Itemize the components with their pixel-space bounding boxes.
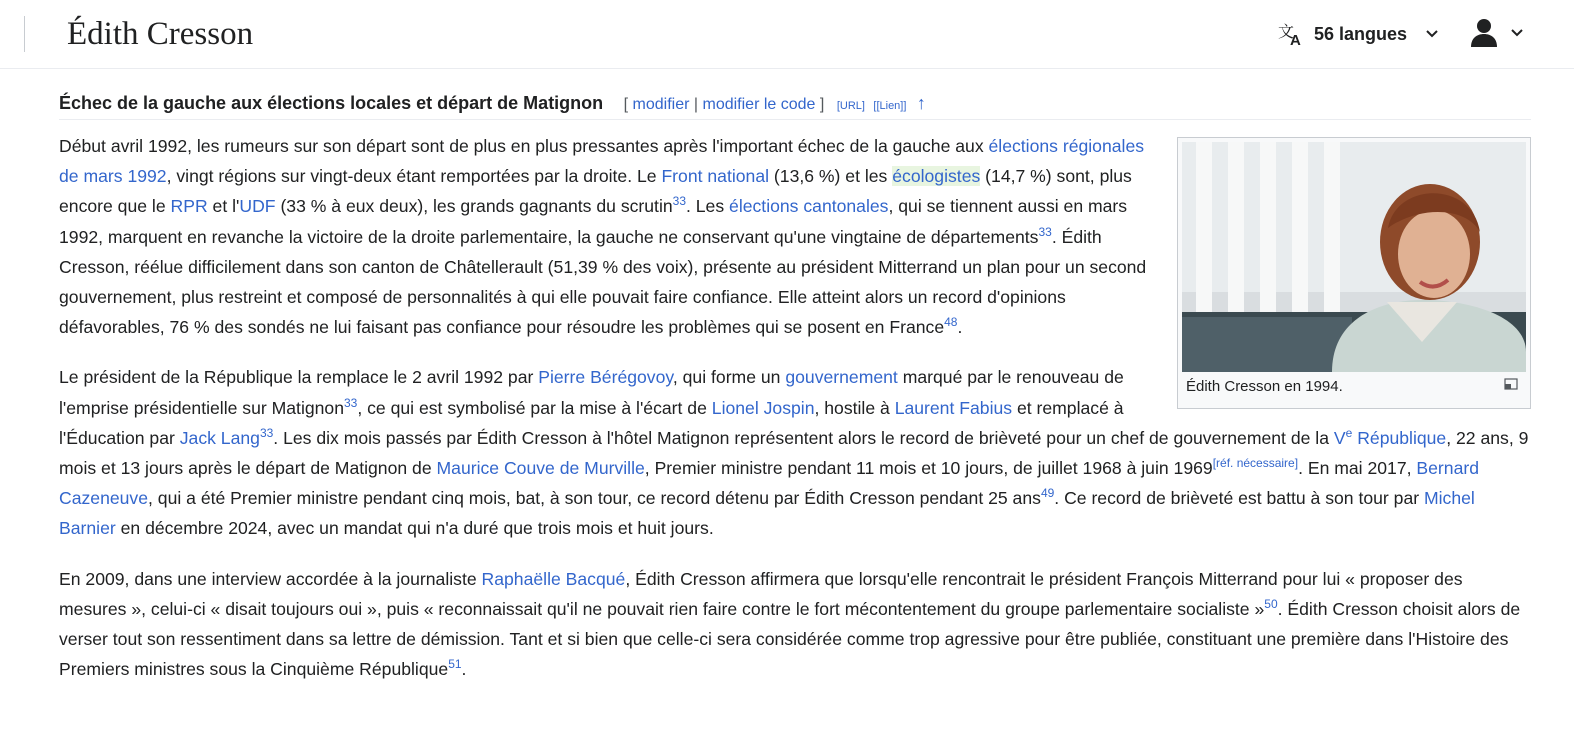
user-menu-button[interactable] [1470, 18, 1524, 48]
translate-icon [1278, 22, 1306, 46]
svg-text:A: A [1290, 32, 1301, 46]
paragraph-2: Le président de la République la remplace le 2 avril 1992 par Pierre Bérégovoy, qui forme un gouvernement marqué par le renouveau de l'emprise présidentielle sur Matignon$^{33}$, ce qui est symbolisé par la mise à l'écart de Lionel Jospin, hostile à Laurent Fabius et remplacé à l'Éducation par Jack Lang$^{33}$. Les dix mois passés par Édith Cresson à l'hôtel Matignon représentent alors le record de brièveté pour un chef de gouvernement de la Ve République, 22 ans, 9 mois et 13 jours après le départ de Matignon de Maurice Couve de Murville, Premier ministre pendant 11 mois et 10 jours, de juillet 1968 à juin 1969[réf. nécessaire]. En mai 2017, Bernard Cazeneuve, qui a été Premier ministre pendant cinq mois, bat, à son tour, ce record détenu par Édith Cresson pendant 25 ans$^{49}$. Ce record de brièveté est battu à son tour par Michel Barnier en décembre 2024, avec un mandat qui n'a duré que trois mois et huit jours. [59, 367, 1529, 539]
ref-link[interactable]: 33 [1038, 224, 1052, 239]
language-button[interactable] [1278, 20, 1439, 48]
link-laurent-fabius[interactable]: Laurent Fabius [894, 397, 1013, 418]
ref-needed-link[interactable]: [réf. nécessaire] [1212, 456, 1299, 471]
section-heading: Échec de la gauche aux élections locales et départ de Matignon [59, 93, 604, 113]
ref-link[interactable]: 33 [344, 395, 358, 410]
paragraph-3: En 2009, dans une interview accordée à la journaliste Raphaëlle Bacqué, Édith Cresson affirmera que lorsqu'elle rencontrait le président François Mitterrand pour lui « proposer des mesures », celui-ci « disait toujours oui », puis « reconnaissait qu'il ne pouvait rien faire contre le fort mécontentement du groupe parlementaire socialiste »$^{50}$. Édith Cresson choisit alors de verser tout son ressentiment dans sa lettre de démission. Tant et si bien que celle-ci sera considérée comme trop agressive pour être publiée, constituant une première dans l'Histoire des Premiers ministres sous la Cinquième République$^{51}$. [59, 568, 1521, 680]
edit-separator: | [693, 96, 699, 113]
link-lionel-jospin[interactable]: Lionel Jospin [711, 397, 815, 418]
lien-link[interactable]: [[Lien]] [873, 100, 907, 112]
link-gouvernement[interactable]: gouvernement [785, 367, 898, 388]
svg-text:文: 文 [1278, 24, 1295, 41]
ref-link[interactable]: 49 [1040, 486, 1055, 501]
ref-link[interactable]: 33 [672, 194, 686, 209]
header-divider [24, 16, 25, 52]
edit-links [624, 96, 825, 113]
edit-link[interactable]: modifier [632, 96, 690, 113]
bracket-open: [ [623, 96, 629, 113]
chevron-down-icon [1425, 27, 1439, 41]
link-front-national[interactable]: Front national [661, 166, 770, 187]
link-pierre-beregovoy[interactable]: Pierre Bérégovoy [538, 367, 673, 388]
page-title: Édith Cresson [67, 16, 254, 52]
url-link[interactable]: [URL] [836, 100, 865, 112]
languages-label: 56 langues [1314, 23, 1408, 44]
portrait-photo[interactable] [1182, 142, 1526, 372]
ref-link[interactable]: 51 [448, 657, 462, 672]
link-rpr[interactable]: RPR [170, 196, 208, 217]
link-udf[interactable]: UDF [239, 196, 276, 217]
enlarge-icon[interactable] [1504, 378, 1518, 390]
up-arrow-icon[interactable]: ↑ [916, 93, 926, 113]
edit-source-link[interactable]: modifier le code [702, 96, 816, 113]
paragraph-1: Début avril 1992, les rumeurs sur son départ sont de plus en plus pressantes après l'important échec de la gauche aux élections régionales de mars 1992, vingt régions sur vingt-deux étant remportées par la droite. Le Front national (13,6 %) et les écologistes (14,7 %) sont, plus encore que le RPR et l'UDF (33 % à eux deux), les grands gagnants du scrutin$^{33}$. Les élections cantonales, qui se tiennent aussi en mars 1992, marquent en revanche la victoire de la droite parlementaire, la gauche ne conservant qu'une vingtaine de départements$^{33}$. Édith Cresson, réélue difficilement dans son canton de Châtellerault (51,39 % des voix), présente au président Mitterrand un plan pour un second gouvernement, plus restreint et composé de personnalités à qui elle pouvait faire confiance. Elle atteint alors un record d'opinions défavorables, 76 % des sondés ne lui faisant pas confiance pour résoudre les problèmes qui se posent en France$^{48}$. [59, 136, 1147, 338]
ref-link[interactable]: 50 [1264, 596, 1278, 611]
section-heading-bar [59, 88, 1531, 120]
link-bernard-cazeneuve[interactable]: Bernard Cazeneuve [59, 458, 1479, 509]
link-raphaelle-bacque[interactable]: Raphaëlle Bacqué [481, 568, 626, 589]
link-couve-de-murville[interactable]: Maurice Couve de Murville [436, 458, 645, 479]
chevron-down-icon [1510, 26, 1524, 40]
figure-thumbnail [1177, 137, 1531, 409]
ref-link[interactable]: 33 [259, 425, 274, 440]
ref-link[interactable]: 48 [944, 315, 958, 330]
link-ve-republique[interactable]: Ve République [1333, 425, 1447, 448]
bracket-close: ] [819, 96, 825, 113]
link-elections-regionales[interactable]: élections régionales de mars 1992 [59, 136, 1145, 187]
portrait-image [1182, 142, 1526, 372]
page-header [0, 0, 1574, 69]
link-jack-lang[interactable]: Jack Lang [179, 427, 260, 448]
user-icon [1470, 18, 1498, 48]
article-content [59, 131, 1531, 704]
link-elections-cantonales[interactable]: élections cantonales [729, 196, 889, 217]
link-ecologistes[interactable]: écologistes [892, 166, 981, 187]
link-michel-barnier[interactable]: Michel Barnier [59, 488, 1475, 539]
figure-caption: Édith Cresson en 1994. [1186, 378, 1343, 395]
